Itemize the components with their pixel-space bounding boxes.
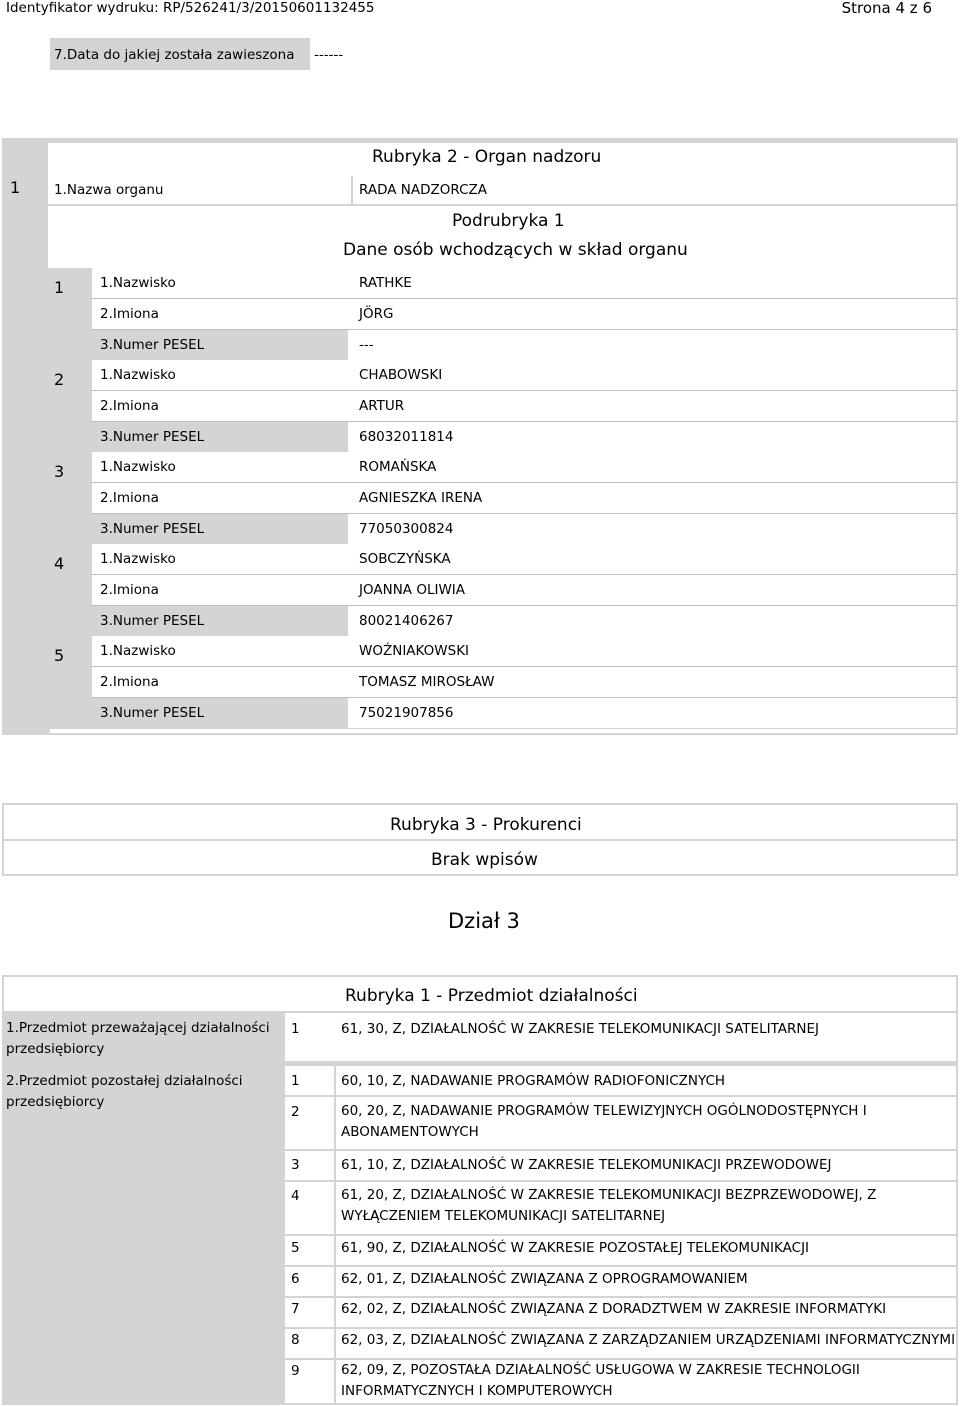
surname-label: 1.Nazwisko	[100, 367, 176, 383]
main-activity-label: 1.Przedmiot przeważającej działalności przedsiębiorcy	[6, 1020, 270, 1057]
dzial-3-title: Dział 3	[448, 909, 520, 933]
activity-text: 62, 02, Z, DZIAŁALNOŚĆ ZWIĄZANA Z DORADZTWEM W ZAKRESIE INFORMATYKI	[341, 1301, 887, 1317]
activity-text: 62, 03, Z, DZIAŁALNOŚĆ ZWIĄZANA Z ZARZĄDZANIEM URZĄDZENIAMI INFORMATYCZNYMI	[341, 1332, 956, 1348]
przedmiot-title: Rubryka 1 - Przedmiot działalności	[345, 986, 638, 1006]
names-label: 2.Imiona	[100, 674, 159, 690]
field-row	[92, 636, 956, 667]
main-activity-text: 61, 30, Z, DZIAŁALNOŚĆ W ZAKRESIE TELEKOMUNIKACJI SATELITARNEJ	[341, 1021, 820, 1037]
field-row	[92, 299, 956, 330]
field-row	[92, 452, 956, 483]
podrubryka-subtitle: Dane osób wchodzących w skład organu	[343, 240, 688, 260]
field-row	[92, 575, 956, 606]
surname-value: RATHKE	[359, 275, 412, 291]
pesel-value: 80021406267	[359, 613, 454, 629]
names-label: 2.Imiona	[100, 490, 159, 506]
person-index: 4	[54, 554, 65, 573]
pesel-label: 3.Numer PESEL	[100, 429, 205, 445]
pesel-value: ---	[359, 337, 374, 353]
pesel-label: 3.Numer PESEL	[100, 521, 205, 537]
field-row	[92, 483, 956, 514]
activity-index: 7	[291, 1301, 300, 1317]
other-activity-label: 2.Przedmiot pozostałej działalności przedsiębiorcy	[6, 1073, 243, 1110]
rubryka-2-index: 1	[10, 178, 21, 197]
pesel-value-cell	[348, 330, 956, 360]
suspension-value: ------	[314, 47, 344, 63]
surname-label: 1.Nazwisko	[100, 459, 176, 475]
main-activity-index: 1	[291, 1021, 300, 1037]
names-label: 2.Imiona	[100, 306, 159, 322]
surname-value: ROMAŃSKA	[359, 459, 437, 475]
pesel-label: 3.Numer PESEL	[100, 337, 205, 353]
activity-text: 61, 20, Z, DZIAŁALNOŚĆ W ZAKRESIE TELEKOMUNIKACJI BEZPRZEWODOWEJ, Z WYŁĄCZENIEM TELEKOMUNIKACJI SATELITARNEJ	[341, 1187, 877, 1224]
field-row	[92, 544, 956, 575]
activity-index: 4	[291, 1188, 300, 1204]
person-index: 5	[54, 646, 65, 665]
surname-value: WOŹNIAKOWSKI	[359, 643, 470, 659]
person-index: 2	[54, 370, 65, 389]
organ-value: RADA NADZORCZA	[359, 182, 487, 198]
surname-label: 1.Nazwisko	[100, 551, 176, 567]
surname-value: CHABOWSKI	[359, 367, 443, 383]
activity-index: 5	[291, 1240, 300, 1256]
activity-text: 62, 01, Z, DZIAŁALNOŚĆ ZWIĄZANA Z OPROGRAMOWANIEM	[341, 1271, 748, 1287]
page-number: Strona 4 z 6	[841, 0, 932, 17]
activity-text: 60, 20, Z, NADAWANIE PROGRAMÓW TELEWIZYJNYCH OGÓLNODOSTĘPNYCH I ABONAMENTOWYCH	[341, 1103, 867, 1140]
activity-index: 1	[291, 1073, 300, 1089]
field-row	[92, 268, 956, 299]
suspension-label: 7.Data do jakiej została zawieszona	[54, 47, 295, 63]
rubryka-3-empty: Brak wpisów	[431, 850, 538, 870]
names-value: ARTUR	[359, 398, 405, 414]
activity-index: 3	[291, 1157, 300, 1173]
rubryka-2-title: Rubryka 2 - Organ nadzoru	[372, 147, 602, 167]
surname-label: 1.Nazwisko	[100, 275, 176, 291]
field-row	[92, 667, 956, 698]
surname-value: SOBCZYŃSKA	[359, 551, 451, 567]
field-row	[92, 360, 956, 391]
names-value: JOANNA OLIWIA	[359, 582, 466, 598]
surname-label: 1.Nazwisko	[100, 643, 176, 659]
activity-text: 61, 90, Z, DZIAŁALNOŚĆ W ZAKRESIE POZOSTAŁEJ TELEKOMUNIKACJI	[341, 1240, 810, 1256]
names-label: 2.Imiona	[100, 398, 159, 414]
person-index: 1	[54, 278, 65, 297]
rubryka-3-title: Rubryka 3 - Prokurenci	[390, 815, 582, 835]
suspension-value-cell	[308, 38, 960, 70]
organ-label: 1.Nazwa organu	[54, 182, 164, 198]
names-value: TOMASZ MIROSŁAW	[359, 674, 495, 690]
names-value: JÖRG	[359, 306, 394, 322]
print-identifier: Identyfikator wydruku: RP/526241/3/20150601132455	[6, 0, 375, 16]
activity-text: 61, 10, Z, DZIAŁALNOŚĆ W ZAKRESIE TELEKOMUNIKACJI PRZEWODOWEJ	[341, 1157, 832, 1173]
field-row	[92, 391, 956, 422]
names-label: 2.Imiona	[100, 582, 159, 598]
pesel-value: 77050300824	[359, 521, 454, 537]
pesel-label: 3.Numer PESEL	[100, 613, 205, 629]
activity-index: 2	[291, 1104, 300, 1120]
activity-text: 62, 09, Z, POZOSTAŁA DZIAŁALNOŚĆ USŁUGOWA W ZAKRESIE TECHNOLOGII INFORMATYCZNYCH I KOMPUTEROWYCH	[341, 1362, 860, 1399]
pesel-value: 68032011814	[359, 429, 454, 445]
activity-text: 60, 10, Z, NADAWANIE PROGRAMÓW RADIOFONICZNYCH	[341, 1073, 726, 1089]
names-value: AGNIESZKA IRENA	[359, 490, 483, 506]
rubryka-2-bottom-strip	[50, 729, 956, 733]
pesel-value: 75021907856	[359, 705, 454, 721]
podrubryka-title: Podrubryka 1	[452, 211, 565, 231]
activity-index: 9	[291, 1363, 300, 1379]
activity-index: 8	[291, 1332, 300, 1348]
activity-index: 6	[291, 1271, 300, 1287]
person-index: 3	[54, 462, 65, 481]
pesel-label: 3.Numer PESEL	[100, 705, 205, 721]
